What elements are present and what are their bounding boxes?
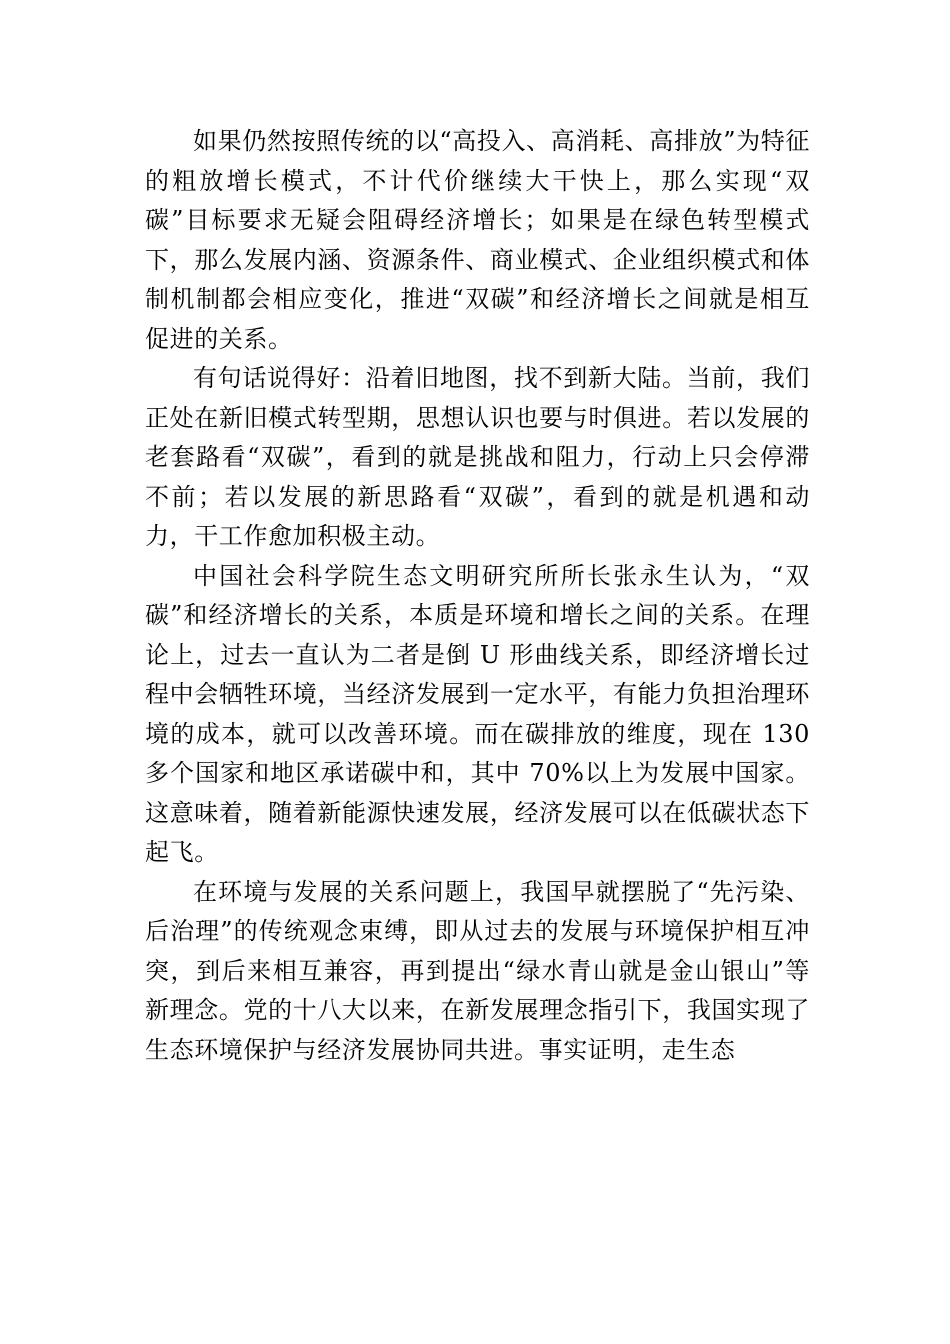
paragraph-2: 有句话说得好：沿着旧地图，找不到新大陆。当前，我们正处在新旧模式转型期，思想认识也要与时俱进。若以发展的老套路看“双碳”，看到的就是挑战和阻力，行动上只会停滞不前；若以发展的新思路看“双碳”，看到的就是机遇和动力，干工作愈加积极主动。 (145, 364, 810, 550)
document-body (145, 122, 810, 1070)
paragraph-3: 中国社会科学院生态文明研究所所长张永生认为，“双碳”和经济增长的关系，本质是环境和增长之间的关系。在理论上，过去一直认为二者是倒 U 形曲线关系，即经济增长过程中会牺牲环境，当经济发展到一定水平，有能力负担治理环境的成本，就可以改善环境。而在碳排放的维度，现在 130 多个国家和地区承诺碳中和，其中 70%以上为发展中国家。这意味着，随着新能源快速发展，经济发展可以在低碳状态下起飞。 (145, 561, 810, 866)
paragraph-1: 如果仍然按照传统的以“高投入、高消耗、高排放”为特征的粗放增长模式，不计代价继续大干快上，那么实现“双碳”目标要求无疑会阻碍经济增长；如果是在绿色转型模式下，那么发展内涵、资源条件、商业模式、企业组织模式和体制机制都会相应变化，推进“双碳”和经济增长之间就是相互促进的关系。 (145, 127, 810, 353)
paragraph-4: 在环境与发展的关系问题上，我国早就摆脱了“先污染、后治理”的传统观念束缚，即从过去的发展与环境保护相互冲突，到后来相互兼容，再到提出“绿水青山就是金山银山”等新理念。党的十八大以来，在新发展理念指引下，我国实现了生态环境保护与经济发展协同共进。事实证明，走生态 (145, 877, 810, 1064)
